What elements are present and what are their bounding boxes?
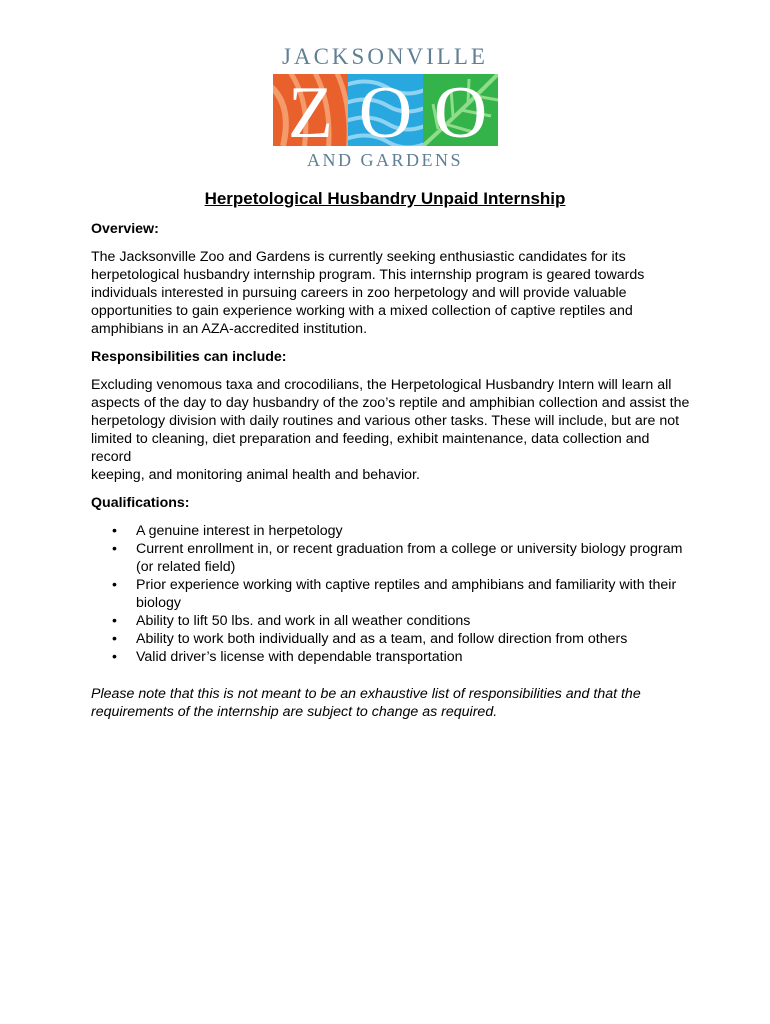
overview-line: The Jacksonville Zoo and Gardens is currently seeking enthusiastic candidates for its xyxy=(91,249,626,265)
note-line: requirements of the internship are subject to change as required. xyxy=(91,704,498,720)
document-body xyxy=(91,220,691,721)
responsibilities-line: Excluding venomous taxa and crocodilians, the Herpetological Husbandry Intern will learn all xyxy=(91,377,672,393)
bullet-icon: • xyxy=(112,613,117,629)
logo-letter-o1: O xyxy=(358,74,413,146)
list-item-line: A genuine interest in herpetology xyxy=(136,523,343,539)
list-item xyxy=(91,522,691,540)
list-item-line: Current enrollment in, or recent graduation from a college or university biology program xyxy=(136,541,683,557)
overview-line: individuals interested in pursuing careers in zoo herpetology and will provide valuable xyxy=(91,285,627,301)
list-item-line: Ability to lift 50 lbs. and work in all weather conditions xyxy=(136,613,471,629)
responsibilities-heading: Responsibilities can include: xyxy=(91,349,287,365)
list-item-line: Valid driver’s license with dependable transportation xyxy=(136,649,463,665)
overview-heading: Overview: xyxy=(91,221,159,237)
responsibilities-line: keeping, and monitoring animal health and behavior. xyxy=(91,467,420,483)
bullet-icon: • xyxy=(112,541,117,557)
zoo-logo xyxy=(270,44,500,172)
responsibilities-line: limited to cleaning, diet preparation and feeding, exhibit maintenance, data collection and record xyxy=(91,431,650,465)
logo-tiles xyxy=(273,74,498,146)
overview-line: opportunities to gain experience working with a mixed collection of captive reptiles and xyxy=(91,303,633,319)
bullet-icon: • xyxy=(112,631,117,647)
logo-top-text: JACKSONVILLE xyxy=(282,44,488,69)
bullet-icon: • xyxy=(112,523,117,539)
list-item xyxy=(91,630,691,648)
list-item xyxy=(91,540,691,576)
qualifications-heading: Qualifications: xyxy=(91,495,190,511)
note-line: Please note that this is not meant to be an exhaustive list of responsibilities and that the xyxy=(91,686,641,702)
list-item xyxy=(91,648,691,666)
list-item xyxy=(91,576,691,612)
overview-line: amphibians in an AZA-accredited institution. xyxy=(91,321,368,337)
overview-paragraph xyxy=(91,248,691,338)
list-item-line: Ability to work both individually and as a team, and follow direction from others xyxy=(136,631,628,647)
bullet-icon: • xyxy=(112,649,117,665)
overview-line: herpetological husbandry internship program. This internship program is geared towards xyxy=(91,267,645,283)
logo-bottom-text: AND GARDENS xyxy=(306,150,463,170)
list-item-line: (or related field) xyxy=(136,559,236,575)
responsibilities-line: aspects of the day to day husbandry of the zoo’s reptile and amphibian collection and assist the xyxy=(91,395,690,411)
list-item-line: Prior experience working with captive reptiles and amphibians and familiarity with their xyxy=(136,577,677,593)
list-item-line: biology xyxy=(136,595,181,611)
logo-letter-z: Z xyxy=(287,74,334,146)
document-title: Herpetological Husbandry Unpaid Internship xyxy=(204,189,566,208)
logo-letter-o2: O xyxy=(433,74,488,146)
list-item xyxy=(91,612,691,630)
responsibilities-paragraph xyxy=(91,376,691,484)
responsibilities-line: herpetology division with daily routines and various other tasks. These will include, but are not xyxy=(91,413,680,429)
qualifications-list xyxy=(91,522,691,666)
bullet-icon: • xyxy=(112,577,117,593)
disclaimer-note xyxy=(91,685,691,721)
